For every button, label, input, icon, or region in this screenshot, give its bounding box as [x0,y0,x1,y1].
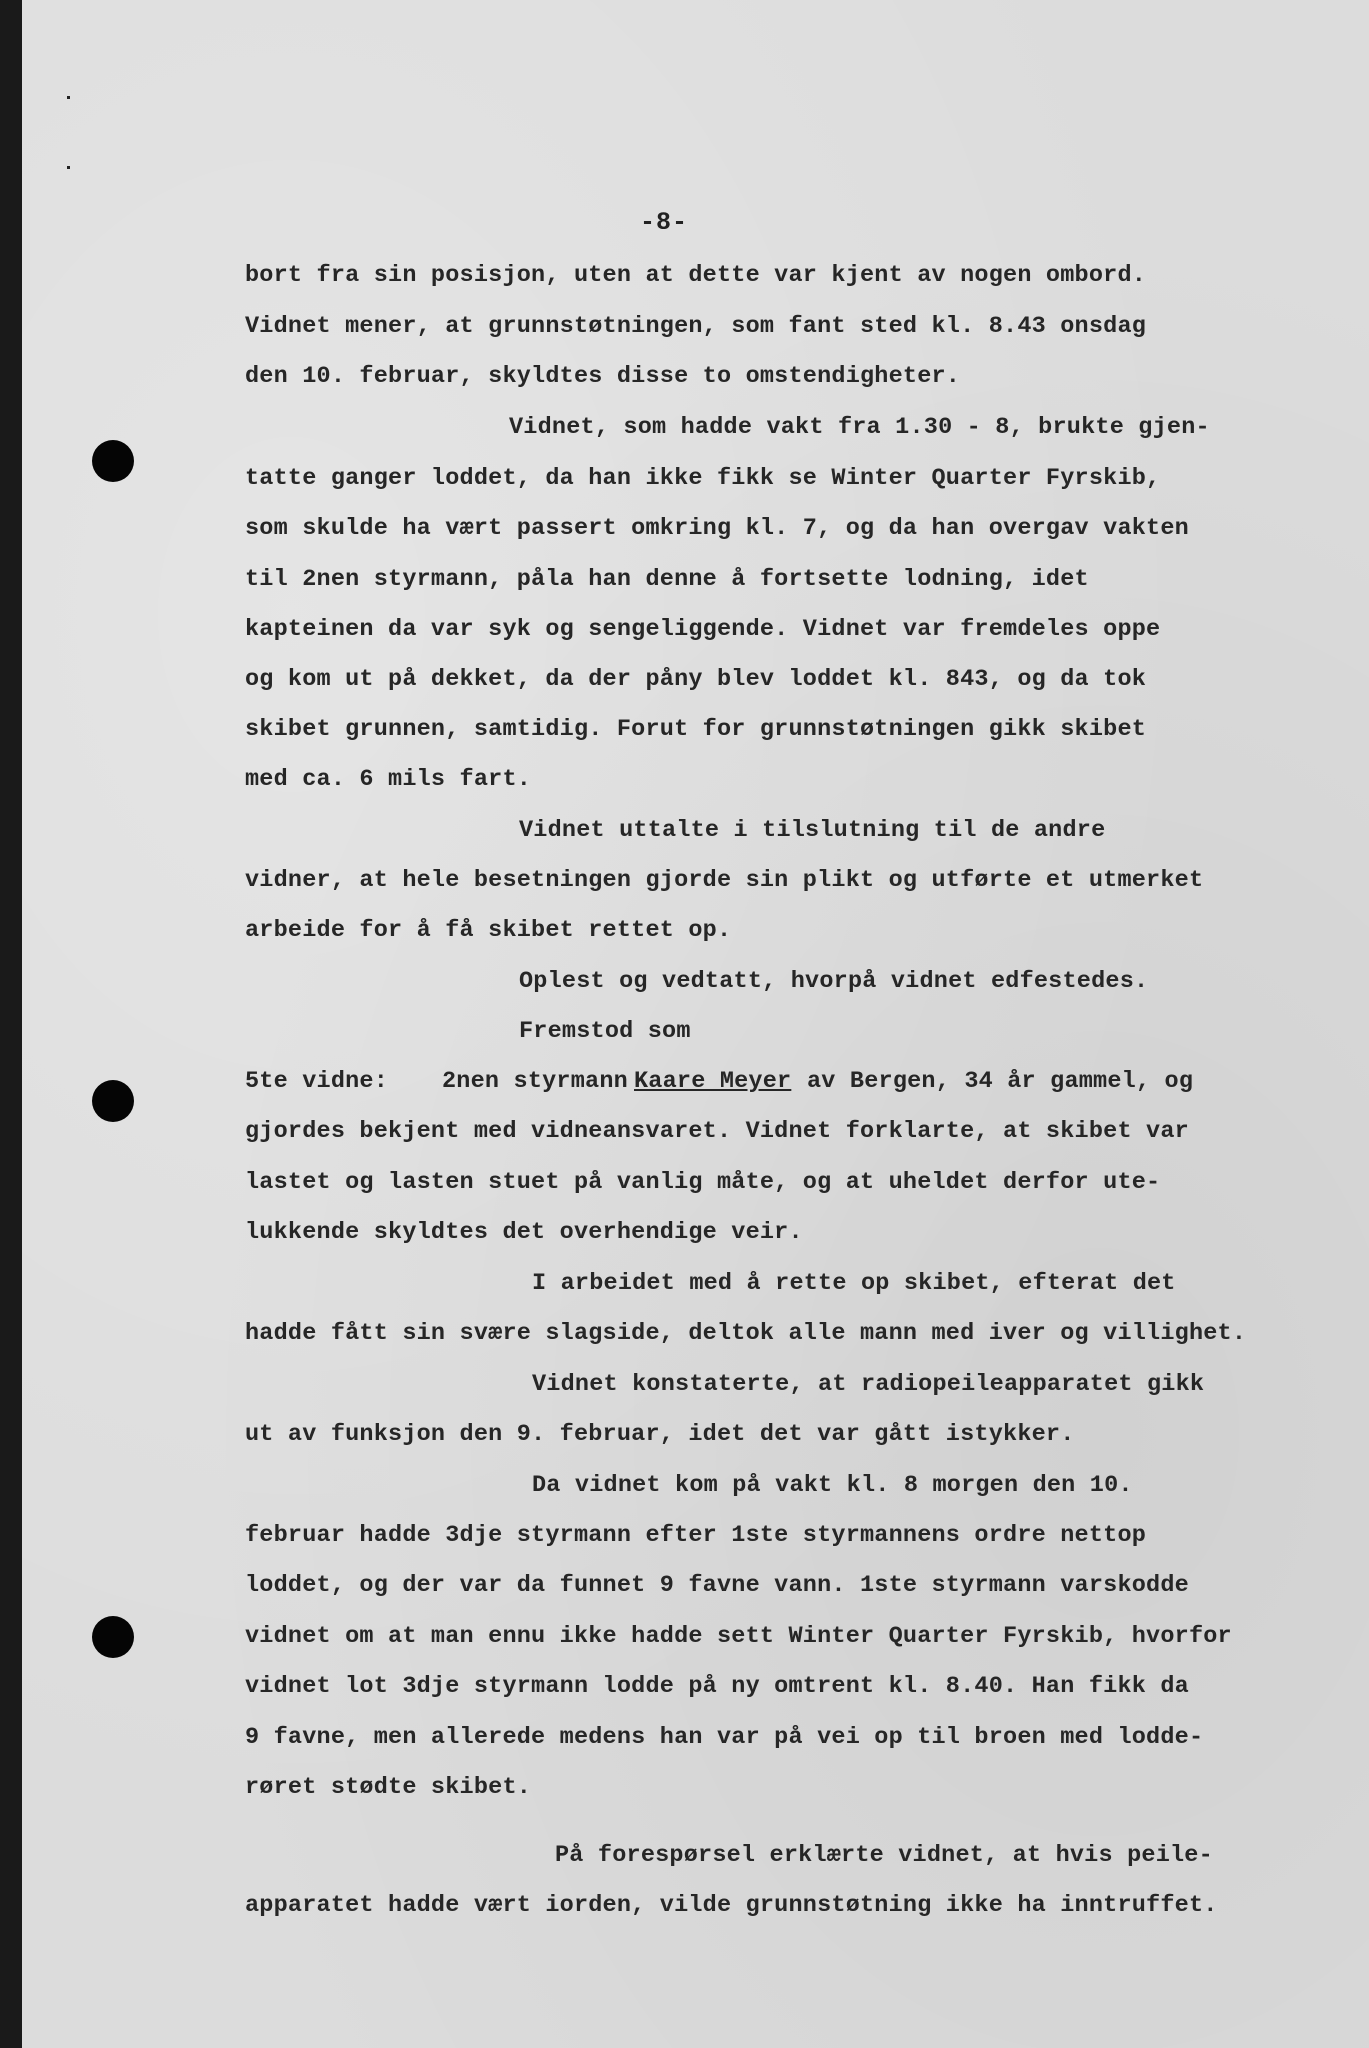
witness-name: Kaare Meyer [634,1068,792,1095]
text-line: arbeide for å få skibet rettet op. [245,917,732,944]
text-line: Oplest og vedtatt, hvorpå vidnet edfestedes. [519,968,1149,995]
text-line: 9 favne, men allerede medens han var på vei op til broen med lodde- [245,1724,1204,1751]
witness-label: 5te vidne: [245,1068,389,1095]
text-line: skibet grunnen, samtidig. Forut for grunnstøtningen gikk skibet [245,716,1147,743]
text-line: tatte ganger loddet, da han ikke fikk se Winter Quarter Fyrskib, [245,465,1161,492]
text-line: Fremstod som [519,1018,691,1045]
text-line: Vidnet mener, at grunnstøtningen, som fant sted kl. 8.43 onsdag [245,313,1147,340]
text-line: loddet, og der var da funnet 9 favne vann. 1ste styrmann varskodde [245,1572,1189,1599]
text-line: med ca. 6 mils fart. [245,766,532,793]
punch-hole [92,1616,134,1658]
text-line: hadde fått sin svære slagside, deltok alle mann med iver og villighet. [245,1320,1247,1347]
text-line: og kom ut på dekket, da der påny blev loddet kl. 843, og da tok [245,666,1147,693]
text-line: av Bergen, 34 år gammel, og [807,1068,1194,1095]
text-line: som skulde ha vært passert omkring kl. 7, og da han overgav vakten [245,515,1189,542]
document-page [22,0,1369,2048]
text-line: lukkende skyldtes det overhendige veir. [245,1219,803,1246]
text-line: kapteinen da var syk og sengeliggende. Vidnet var fremdeles oppe [245,616,1161,643]
text-line: bort fra sin posisjon, uten at dette var kjent av nogen ombord. [245,262,1147,289]
edge-mark [67,96,70,99]
witness-rank: 2nen styrmann [442,1068,628,1095]
text-line: På forespørsel erklærte vidnet, at hvis peile- [555,1842,1213,1869]
text-line: Vidnet konstaterte, at radiopeileapparatet gikk [532,1371,1205,1398]
text-line: vidner, at hele besetningen gjorde sin plikt og utførte et utmerket [245,867,1204,894]
edge-mark [67,166,70,169]
text-line: røret stødte skibet. [245,1774,532,1801]
text-line: gjordes bekjent med vidneansvaret. Vidnet forklarte, at skibet var [245,1118,1189,1145]
text-line: Da vidnet kom på vakt kl. 8 morgen den 10. [532,1472,1133,1499]
text-line: vidnet om at man ennu ikke hadde sett Winter Quarter Fyrskib, hvorfor [245,1623,1232,1650]
text-line: ut av funksjon den 9. februar, idet det var gått istykker. [245,1421,1075,1448]
punch-hole [92,1080,134,1122]
text-line: lastet og lasten stuet på vanlig måte, og at uheldet derfor ute- [245,1169,1161,1196]
text-line: I arbeidet med å rette op skibet, efterat det [532,1270,1176,1297]
text-line: Vidnet, som hadde vakt fra 1.30 - 8, brukte gjen- [509,414,1210,441]
text-line: apparatet hadde vært iorden, vilde grunnstøtning ikke ha inntruffet. [245,1892,1218,1919]
text-line: til 2nen styrmann, påla han denne å fortsette lodning, idet [245,566,1089,593]
page-number: -8- [640,208,689,237]
text-line: Vidnet uttalte i tilslutning til de andre [519,817,1106,844]
text-line: den 10. februar, skyldtes disse to omstendigheter. [245,363,961,390]
text-line: vidnet lot 3dje styrmann lodde på ny omtrent kl. 8.40. Han fikk da [245,1673,1189,1700]
text-line: februar hadde 3dje styrmann efter 1ste styrmannens ordre nettop [245,1522,1147,1549]
punch-hole [92,440,134,482]
